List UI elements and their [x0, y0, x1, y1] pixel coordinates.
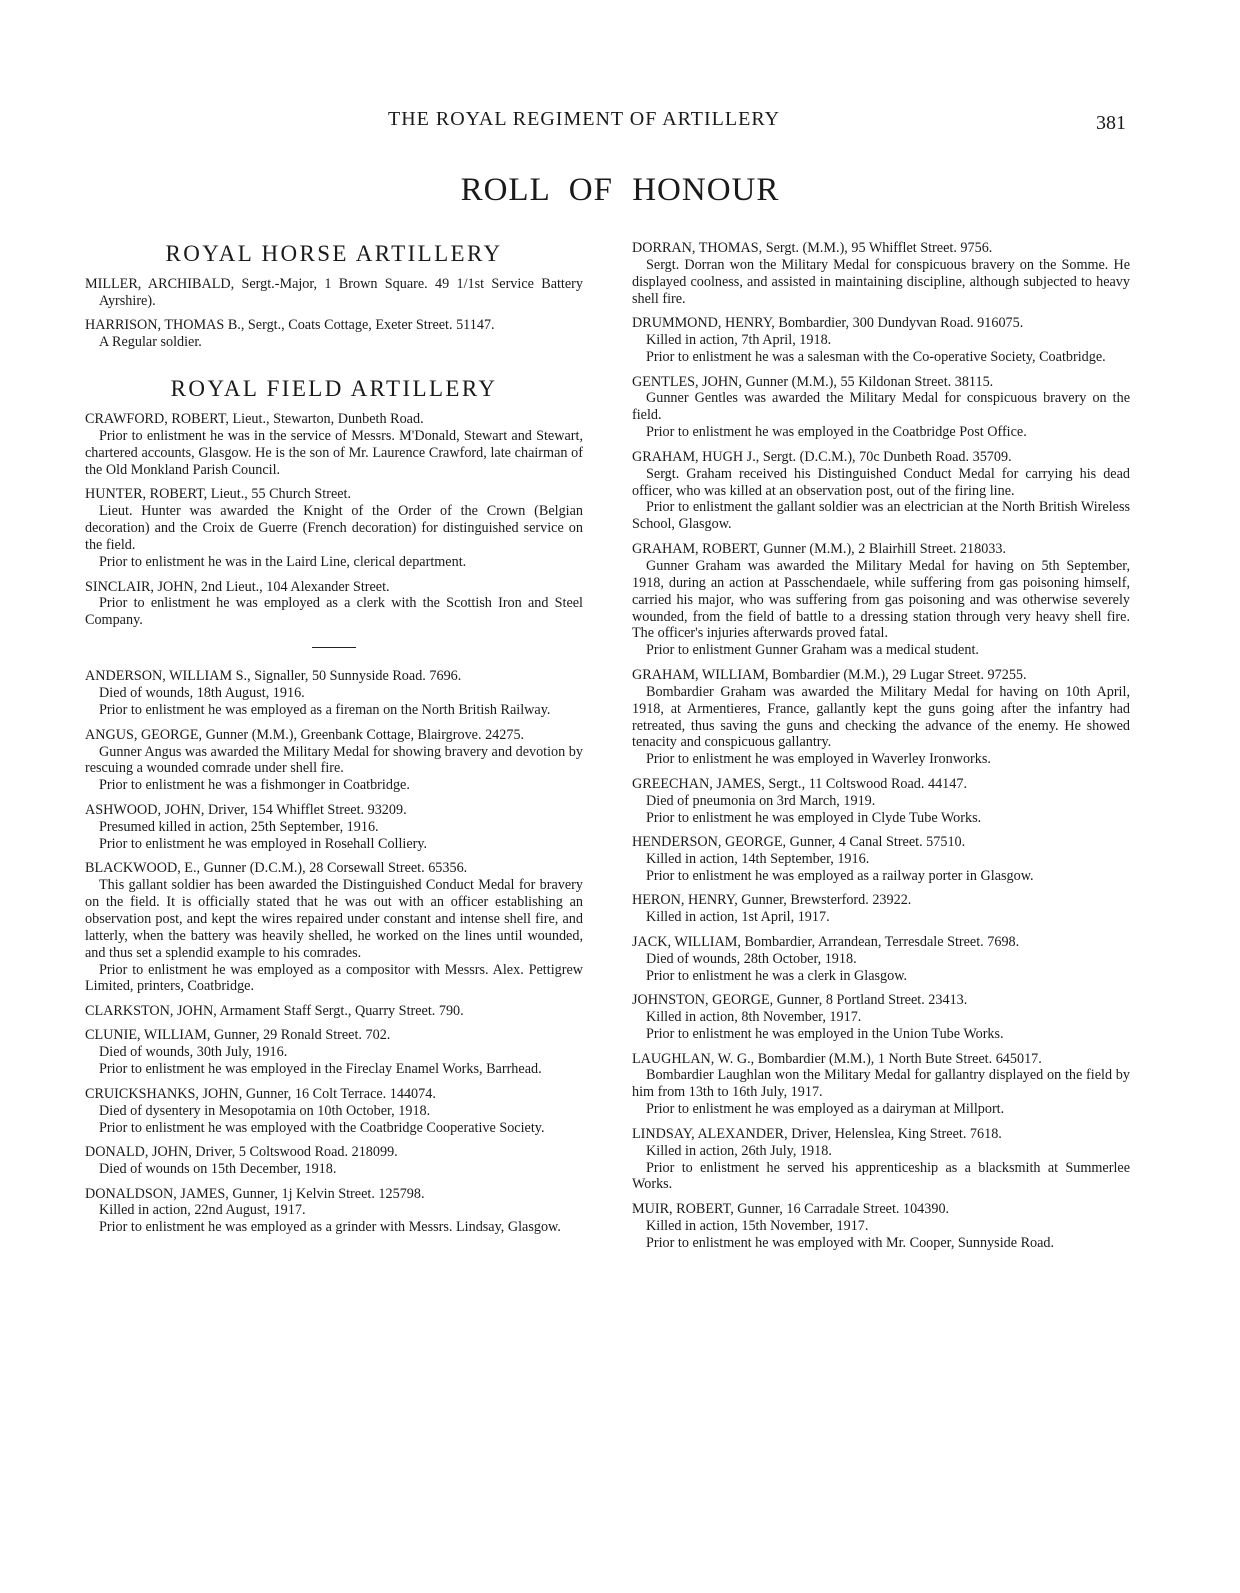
entry-note: Died of wounds, 18th August, 1916. — [99, 685, 305, 702]
roll-entry — [85, 411, 583, 479]
roll-entry — [85, 317, 583, 351]
running-header — [0, 108, 1240, 132]
entry-note: Died of dysentery in Mesopotamia on 10th October, 1918. — [99, 1102, 431, 1119]
entry-name-line: CLARKSTON, JOHN, Armament Staff Sergt., Quarry Street. 790. — [85, 1002, 464, 1019]
section-heading-royal-field-artillery: ROYAL FIELD ARTILLERY — [170, 376, 498, 402]
roll-entry — [85, 1086, 583, 1137]
roll-entry — [632, 992, 1130, 1043]
left-column — [85, 240, 583, 1244]
roll-entry — [85, 486, 583, 571]
roll-entry — [85, 727, 583, 795]
entry-note: Gunner Gentles was awarded the Military Medal for conspicuous bravery on the field. — [632, 390, 1130, 424]
entry-note: Prior to enlistment he was employed in the Coatbridge Post Office. — [646, 424, 1027, 441]
entry-name-line: CLUNIE, WILLIAM, Gunner, 29 Ronald Street. 702. — [85, 1027, 391, 1044]
entry-note: Killed in action, 7th April, 1918. — [646, 332, 832, 349]
entry-note: Sergt. Dorran won the Military Medal for conspicuous bravery on the Somme. He displayed coolness, and assisted in maintaining discipline, although subjected to heavy shell fire. — [632, 256, 1130, 307]
roll-entry — [85, 668, 583, 719]
entry-note: Killed in action, 8th November, 1917. — [646, 1009, 862, 1026]
entry-name-line: HERON, HENRY, Gunner, Brewsterford. 23922. — [632, 892, 912, 909]
entry-note: Prior to enlistment he was employed as a compositor with Messrs. Alex. Pettigrew Limited, printers, Coatbridge. — [85, 961, 583, 995]
rfa-entry-list-continued — [632, 240, 1130, 1252]
roll-entry — [632, 1126, 1130, 1194]
roll-entry — [85, 579, 583, 630]
roll-entry — [632, 449, 1130, 534]
roll-entry — [632, 240, 1130, 308]
entry-note: Died of wounds, 30th July, 1916. — [99, 1044, 288, 1061]
entry-note: Presumed killed in action, 25th September, 1916. — [99, 818, 379, 835]
entry-name-line: BLACKWOOD, E., Gunner (D.C.M.), 28 Corsewall Street. 65356. — [85, 860, 468, 877]
entry-note: Prior to enlistment he was in the Laird Line, clerical department. — [99, 554, 467, 571]
entry-name-line: ANGUS, GEORGE, Gunner (M.M.), Greenbank Cottage, Blairgrove. 24275. — [85, 726, 525, 743]
running-title: THE ROYAL REGIMENT OF ARTILLERY — [388, 108, 781, 130]
entry-note: Gunner Graham was awarded the Military Medal for having on 5th September, 1918, during an action at Passchendaele, while suffering from gas poisoning himself, carried his major, who was suffering from gas poisoning and was otherwise severely wounded, from the field of battle to a dressing station through very heavy shell fire. The officer's injuries afterwards proved fatal. — [632, 557, 1130, 642]
entry-note: A Regular soldier. — [99, 334, 202, 351]
roll-entry — [632, 776, 1130, 827]
roll-entry — [632, 541, 1130, 659]
entry-name-line: LAUGHLAN, W. G., Bombardier (M.M.), 1 North Bute Street. 645017. — [632, 1050, 1042, 1067]
entry-note: Killed in action, 26th July, 1918. — [646, 1142, 832, 1159]
entry-note: Died of pneumonia on 3rd March, 1919. — [646, 792, 876, 809]
page-number: 381 — [1096, 112, 1126, 134]
entry-name-line: CRUICKSHANKS, JOHN, Gunner, 16 Colt Terrace. 144074. — [85, 1085, 436, 1102]
right-column — [632, 240, 1130, 1259]
entry-note: Prior to enlistment he was in the service of Messrs. M'Donald, Stewart and Stewart, chartered accounts, Glasgow. He is the son of Mr. Laurence Crawford, late chairman of the Old Monkland Parish Council. — [85, 428, 583, 478]
rfa-officer-entry-list — [85, 411, 583, 629]
entry-note: Lieut. Hunter was awarded the Knight of the Order of the Crown (Belgian decoration) and the Croix de Guerre (French decoration) for distinguished service on the field. — [85, 503, 583, 554]
entry-name-line: GRAHAM, WILLIAM, Bombardier (M.M.), 29 Lugar Street. 97255. — [632, 666, 1027, 683]
entry-note: Prior to enlistment he was employed with Mr. Cooper, Sunnyside Road. — [646, 1234, 1055, 1251]
entry-note: Bombardier Laughlan won the Military Medal for gallantry displayed on the field by him from 13th to 16th July, 1917. — [632, 1067, 1130, 1101]
entry-note: Sergt. Graham received his Distinguished Conduct Medal for carrying his dead officer, who was killed at an observation post, out of the firing line. — [632, 465, 1130, 499]
entry-name-line: GRAHAM, HUGH J., Sergt. (D.C.M.), 70c Dunbeth Road. 35709. — [632, 448, 1012, 465]
entry-name-line: JACK, WILLIAM, Bombardier, Arrandean, Terresdale Street. 7698. — [632, 933, 1020, 950]
entry-name-line: DONALDSON, JAMES, Gunner, 1j Kelvin Street. 125798. — [85, 1185, 425, 1202]
entry-note: Prior to enlistment he was employed in Clyde Tube Works. — [646, 809, 982, 826]
roll-entry — [85, 1186, 583, 1237]
entry-note: Killed in action, 1st April, 1917. — [646, 909, 830, 926]
roll-entry — [632, 892, 1130, 926]
roll-entry — [85, 1027, 583, 1078]
entry-note: Killed in action, 14th September, 1916. — [646, 851, 870, 868]
entry-note: Prior to enlistment he was employed as a railway porter in Glasgow. — [646, 867, 1034, 884]
entry-note: Died of wounds on 15th December, 1918. — [99, 1161, 337, 1177]
entry-note: Prior to enlistment he was employed in Rosehall Colliery. — [99, 835, 428, 852]
entry-note: Killed in action, 15th November, 1917. — [646, 1217, 869, 1234]
entry-note: Bombardier Graham was awarded the Military Medal for having on 10th April, 1918, at Armentieres, France, gallantly kept the guns going after the infantry had retreated, thus saving the guns and checking the advance of the enemy. He showed tenacity and conspicuous gallantry. — [632, 683, 1130, 751]
entry-note: Prior to enlistment he was employed in the Fireclay Enamel Works, Barrhead. — [99, 1061, 542, 1078]
entry-name-line: GREECHAN, JAMES, Sergt., 11 Coltswood Road. 44147. — [632, 775, 967, 792]
entry-name-line: DORRAN, THOMAS, Sergt. (M.M.), 95 Whifflet Street. 9756. — [632, 240, 993, 256]
roll-entry — [632, 374, 1130, 442]
roll-entry — [85, 1144, 583, 1178]
entry-name-line: HUNTER, ROBERT, Lieut., 55 Church Street. — [85, 486, 352, 503]
entry-note: Prior to enlistment he was a clerk in Glasgow. — [646, 967, 908, 984]
roll-entry — [85, 276, 583, 310]
page-title: ROLL OF HONOUR — [460, 172, 780, 208]
entry-note: Prior to enlistment he was employed with the Coatbridge Cooperative Society. — [99, 1119, 545, 1136]
roll-entry — [632, 934, 1130, 985]
entry-note: Killed in action, 22nd August, 1917. — [99, 1202, 306, 1219]
rfa-entry-list — [85, 668, 583, 1236]
entry-note: Prior to enlistment he was employed as a fireman on the North British Railway. — [99, 702, 551, 719]
roll-entry — [632, 667, 1130, 768]
entry-note: Prior to enlistment he was employed as a dairyman at Millport. — [646, 1101, 1005, 1118]
entry-note: Died of wounds, 28th October, 1918. — [646, 950, 857, 967]
entry-note: Prior to enlistment he was employed in the Union Tube Works. — [646, 1026, 1004, 1042]
roll-entry — [85, 802, 583, 853]
entry-note: Prior to enlistment Gunner Graham was a medical student. — [646, 642, 979, 659]
entry-name-line: SINCLAIR, JOHN, 2nd Lieut., 104 Alexander Street. — [85, 578, 390, 595]
entry-name-line: HARRISON, THOMAS B., Sergt., Coats Cottage, Exeter Street. 51147. — [85, 317, 495, 334]
entry-note: Prior to enlistment the gallant soldier was an electrician at the North British Wireless School, Glasgow. — [632, 499, 1130, 533]
roll-entry — [632, 1201, 1130, 1252]
entry-name-line: JOHNSTON, GEORGE, Gunner, 8 Portland Street. 23413. — [632, 992, 968, 1009]
entry-name-line: LINDSAY, ALEXANDER, Driver, Helenslea, King Street. 7618. — [632, 1125, 1002, 1142]
entry-note: Prior to enlistment he served his apprenticeship as a blacksmith at Summerlee Works. — [632, 1159, 1130, 1193]
roll-entry — [85, 1003, 583, 1020]
entry-note: Prior to enlistment he was a salesman with the Co-operative Society, Coatbridge. — [646, 349, 1106, 366]
entry-name-line: DONALD, JOHN, Driver, 5 Coltswood Road. 218099. — [85, 1144, 398, 1161]
entry-name-line: MUIR, ROBERT, Gunner, 16 Carradale Street. 104390. — [632, 1200, 950, 1217]
entry-name-line: GRAHAM, ROBERT, Gunner (M.M.), 2 Blairhill Street. 218033. — [632, 540, 1007, 557]
roll-entry — [632, 1051, 1130, 1119]
entry-name-line: CRAWFORD, ROBERT, Lieut., Stewarton, Dunbeth Road. — [85, 411, 424, 428]
roll-entry — [85, 860, 583, 995]
entry-note: Prior to enlistment he was a fishmonger in Coatbridge. — [99, 777, 410, 794]
entry-note: This gallant soldier has been awarded the Distinguished Conduct Medal for bravery on the field. It is officially stated that he was out with an officer establishing an observation post, and kept the wires repaired under constant and intense shell fire, and latterly, when the battery was heavily shelled, he worked on the lines until wounded, and thus set a splendid example to his comrades. — [85, 877, 583, 961]
entry-note: Prior to enlistment he was employed as a grinder with Messrs. Lindsay, Glasgow. — [99, 1219, 561, 1236]
entry-note: Gunner Angus was awarded the Military Medal for showing bravery and devotion by rescuing a wounded comrade under shell fire. — [85, 743, 583, 777]
entry-name-line: ASHWOOD, JOHN, Driver, 154 Whifflet Street. 93209. — [85, 801, 407, 818]
entry-note: Prior to enlistment he was employed as a clerk with the Scottish Iron and Steel Company. — [85, 595, 583, 629]
entry-name-line: MILLER, ARCHIBALD, Sergt.-Major, 1 Brown Square. 49 1/1st Service Battery Ayrshire). — [85, 276, 583, 309]
rha-entry-list — [85, 276, 583, 351]
entry-name-line: DRUMMOND, HENRY, Bombardier, 300 Dundyvan Road. 916075. — [632, 315, 1024, 332]
section-divider — [312, 647, 356, 648]
roll-entry — [632, 834, 1130, 885]
roll-entry — [632, 315, 1130, 366]
entry-name-line: HENDERSON, GEORGE, Gunner, 4 Canal Street. 57510. — [632, 834, 966, 851]
entry-name-line: GENTLES, JOHN, Gunner (M.M.), 55 Kildonan Street. 38115. — [632, 373, 994, 390]
entry-name-line: ANDERSON, WILLIAM S., Signaller, 50 Sunnyside Road. 7696. — [85, 668, 462, 685]
section-heading-royal-horse-artillery: ROYAL HORSE ARTILLERY — [165, 241, 503, 266]
entry-note: Prior to enlistment he was employed in Waverley Ironworks. — [646, 751, 991, 768]
